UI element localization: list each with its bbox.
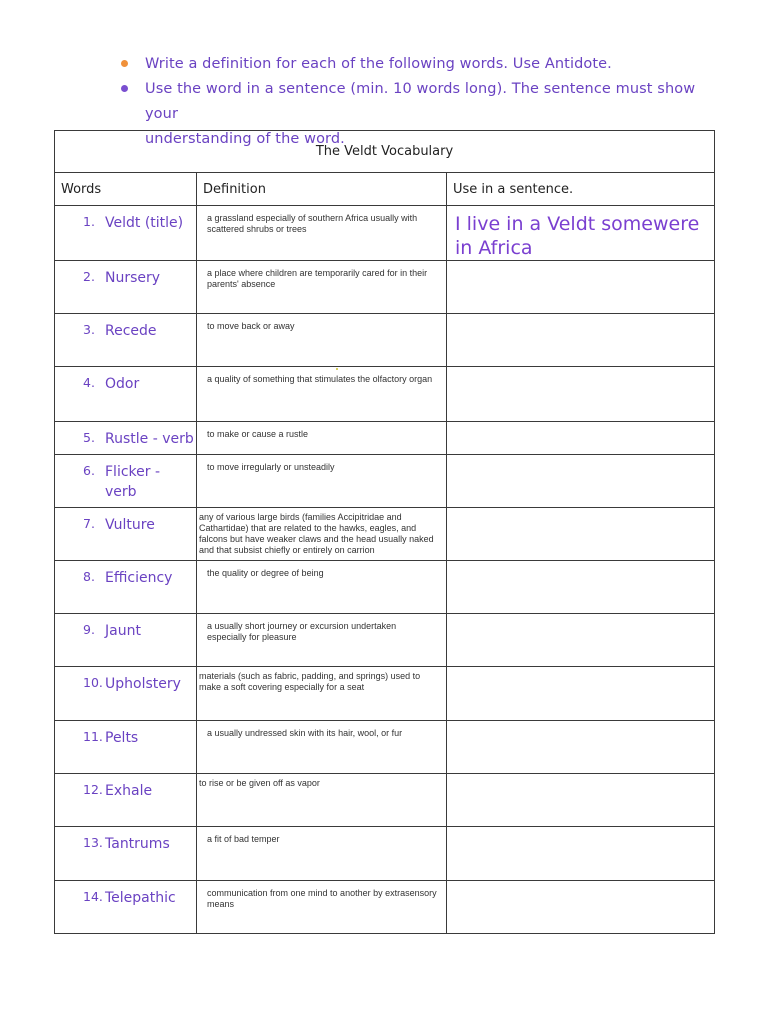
word-number: 3. bbox=[83, 322, 95, 337]
table-row bbox=[55, 455, 715, 508]
word-number: 11. bbox=[83, 729, 103, 744]
vocabulary-word: Pelts bbox=[105, 730, 139, 746]
vocabulary-word: Rustle - verb bbox=[105, 431, 194, 447]
definition-cell[interactable]: a grassland especially of southern Africa usually with scattered shrubs or trees bbox=[197, 206, 447, 261]
sentence-cell[interactable] bbox=[447, 261, 715, 314]
vocabulary-table bbox=[54, 130, 715, 934]
word-number: 10. bbox=[83, 675, 103, 690]
word-number: 12. bbox=[83, 782, 103, 797]
table-row bbox=[55, 206, 715, 261]
vocabulary-word: Upholstery bbox=[105, 676, 181, 692]
word-cell bbox=[55, 422, 197, 455]
definition-cell[interactable]: to move irregularly or unsteadily bbox=[197, 455, 447, 508]
sentence-cell[interactable] bbox=[447, 508, 715, 561]
definition-cell[interactable]: a quality of something that stimulates the olfactory organ bbox=[197, 367, 447, 422]
word-number: 14. bbox=[83, 889, 103, 904]
word-cell bbox=[55, 721, 197, 774]
table-header-row bbox=[55, 173, 715, 206]
table-title: The Veldt Vocabulary bbox=[55, 131, 715, 173]
instruction-text-continued: understanding of the word. bbox=[145, 131, 345, 147]
definition-cell[interactable]: a usually short journey or excursion undertaken especially for pleasure bbox=[197, 614, 447, 667]
vocabulary-word: Recede bbox=[105, 323, 157, 339]
table-row bbox=[55, 614, 715, 667]
table-row bbox=[55, 422, 715, 455]
word-number: 9. bbox=[83, 622, 95, 637]
sentence-cell[interactable] bbox=[447, 367, 715, 422]
header-sentence: Use in a sentence. bbox=[447, 173, 715, 206]
table-title-row bbox=[55, 131, 715, 173]
table-row bbox=[55, 367, 715, 422]
table-row bbox=[55, 667, 715, 721]
vocabulary-word: Telepathic bbox=[105, 890, 176, 906]
definition-cell[interactable]: the quality or degree of being bbox=[197, 561, 447, 614]
definition-cell[interactable]: any of various large birds (families Accipitridae and Cathartidae) that are related to the hawks, eagles, and falcons but have weaker claws and the head usually naked and that subsist chiefly or entirely on carrion bbox=[197, 508, 447, 561]
vocabulary-word: Efficiency bbox=[105, 570, 173, 586]
vocabulary-word: Nursery bbox=[105, 270, 161, 286]
sentence-cell[interactable]: I live in a Veldt somewere in Africa bbox=[447, 206, 715, 261]
vocabulary-word: Jaunt bbox=[105, 623, 141, 639]
definition-cell[interactable]: materials (such as fabric, padding, and springs) used to make a soft covering especially for a seat bbox=[197, 667, 447, 721]
word-number: 7. bbox=[83, 516, 95, 531]
definition-cell[interactable]: to rise or be given off as vapor bbox=[197, 774, 447, 827]
vocabulary-word: Flicker - verb bbox=[105, 464, 161, 500]
table-row bbox=[55, 561, 715, 614]
sentence-cell[interactable] bbox=[447, 614, 715, 667]
vocabulary-word: Vulture bbox=[105, 517, 155, 533]
word-cell bbox=[55, 614, 197, 667]
header-definition: Definition bbox=[197, 173, 447, 206]
definition-cell[interactable]: to make or cause a rustle bbox=[197, 422, 447, 455]
sentence-cell[interactable] bbox=[447, 721, 715, 774]
definition-cell[interactable]: communication from one mind to another by extrasensory means bbox=[197, 881, 447, 934]
sentence-cell[interactable] bbox=[447, 314, 715, 367]
word-cell bbox=[55, 314, 197, 367]
word-cell bbox=[55, 367, 197, 422]
sentence-cell[interactable] bbox=[447, 881, 715, 934]
table-row bbox=[55, 774, 715, 827]
word-cell bbox=[55, 881, 197, 934]
word-number: 5. bbox=[83, 430, 95, 445]
word-number: 2. bbox=[83, 269, 95, 284]
word-cell bbox=[55, 827, 197, 881]
table-row bbox=[55, 508, 715, 561]
sentence-cell[interactable] bbox=[447, 667, 715, 721]
header-words: Words bbox=[55, 173, 197, 206]
word-number: 4. bbox=[83, 375, 95, 390]
purple-bullet-icon bbox=[121, 85, 128, 92]
word-cell bbox=[55, 455, 197, 508]
table-row bbox=[55, 881, 715, 934]
word-number: 13. bbox=[83, 835, 103, 850]
vocabulary-word: Odor bbox=[105, 376, 140, 392]
table-row bbox=[55, 721, 715, 774]
sentence-cell[interactable] bbox=[447, 827, 715, 881]
vocabulary-word: Tantrums bbox=[105, 836, 170, 852]
table-row bbox=[55, 827, 715, 881]
orange-bullet-icon bbox=[121, 60, 128, 67]
definition-cell[interactable]: to move back or away bbox=[197, 314, 447, 367]
sentence-cell[interactable] bbox=[447, 455, 715, 508]
definition-cell[interactable]: a place where children are temporarily cared for in their parents' absence bbox=[197, 261, 447, 314]
instruction-item bbox=[118, 52, 718, 77]
vocabulary-word: Veldt (title) bbox=[105, 215, 184, 231]
table-row bbox=[55, 261, 715, 314]
word-number: 1. bbox=[83, 214, 95, 229]
instruction-text: Write a definition for each of the following words. Use Antidote. bbox=[145, 56, 612, 72]
word-number: 8. bbox=[83, 569, 95, 584]
table-row bbox=[55, 314, 715, 367]
word-cell bbox=[55, 206, 197, 261]
word-cell bbox=[55, 508, 197, 561]
definition-cell[interactable]: a usually undressed skin with its hair, wool, or fur bbox=[197, 721, 447, 774]
word-cell bbox=[55, 561, 197, 614]
word-cell bbox=[55, 774, 197, 827]
sentence-cell[interactable] bbox=[447, 774, 715, 827]
vocabulary-word: Exhale bbox=[105, 783, 153, 799]
definition-cell[interactable]: a fit of bad temper bbox=[197, 827, 447, 881]
word-number: 6. bbox=[83, 463, 95, 478]
word-cell bbox=[55, 261, 197, 314]
sentence-cell[interactable] bbox=[447, 422, 715, 455]
stray-mark bbox=[336, 368, 338, 370]
instruction-text: Use the word in a sentence (min. 10 words long). The sentence must show your bbox=[145, 81, 696, 122]
sentence-cell[interactable] bbox=[447, 561, 715, 614]
word-cell bbox=[55, 667, 197, 721]
